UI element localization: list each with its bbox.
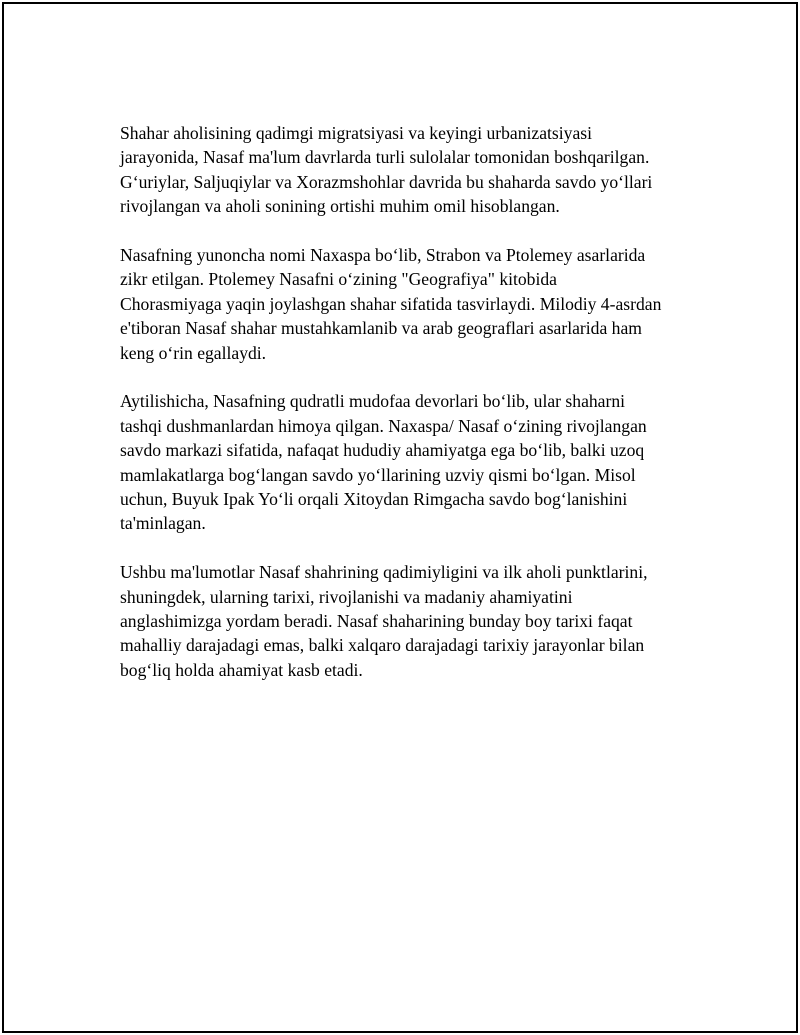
paragraph-3 [120, 389, 700, 535]
text-line: e'tiboran Nasaf shahar mustahkamlanib va arab geograflari asarlarida ham [120, 318, 642, 339]
text-line: shuningdek, ularning tarixi, rivojlanishi va madaniy ahamiyatini [120, 586, 573, 607]
paragraph-4 [120, 560, 700, 682]
text-line: Shahar aholisining qadimgi migratsiyasi va keyingi urbanizatsiyasi [120, 123, 593, 143]
paragraph-2 [120, 243, 700, 365]
text-line: ta'minlagan. [120, 513, 206, 534]
text-line: tashqi dushmanlardan himoya qilgan. Naxaspa/ Nasaf o‘zining rivojlangan [120, 415, 647, 436]
text-line: uchun, Buyuk Ipak Yo‘li orqali Xitoydan Rimgacha savdo bog‘lanishini [120, 489, 628, 510]
text-line: rivojlangan va aholi sonining ortishi muhim omil hisoblangan. [120, 196, 560, 217]
text-line: Ushbu ma'lumotlar Nasaf shahrining qadimiyligini va ilk aholi punktlarini, [120, 562, 648, 583]
text-line: G‘uriylar, Saljuqiylar va Xorazmshohlar davrida bu shaharda savdo yo‘llari [120, 171, 653, 192]
text-line: Aytilishicha, Nasafning qudratli mudofaa devorlari bo‘lib, ular shaharni [120, 391, 626, 412]
text-line: mamlakatlarga bog‘langan savdo yo‘llarining uzviy qismi bo‘lgan. Misol [120, 464, 636, 485]
text-line: mahalliy darajadagi emas, balki xalqaro darajadagi tarixiy jarayonlar bilan [120, 635, 645, 656]
text-line: anglashimizga yordam beradi. Nasaf shaharining bunday boy tarixi faqat [120, 611, 633, 632]
document-body [120, 121, 700, 707]
text-line: bog‘liq holda ahamiyat kasb etadi. [120, 659, 363, 680]
text-line: jarayonida, Nasaf ma'lum davrlarda turli sulolalar tomonidan boshqarilgan. [120, 147, 650, 168]
text-line: zikr etilgan. Ptolemey Nasafni o‘zining "Geografiya" kitobida [120, 269, 557, 290]
document-page [2, 2, 798, 1033]
text-line: Chorasmiyaga yaqin joylashgan shahar sifatida tasvirlaydi. Milodiy 4-asrdan [120, 293, 662, 314]
text-line: keng o‘rin egallaydi. [120, 342, 267, 363]
text-line: savdo markazi sifatida, nafaqat hududiy ahamiyatga ega bo‘lib, balki uzoq [120, 440, 645, 461]
text-line: Nasafning yunoncha nomi Naxaspa bo‘lib, Strabon va Ptolemey asarlarida [120, 245, 646, 266]
paragraph-1 [120, 121, 700, 219]
